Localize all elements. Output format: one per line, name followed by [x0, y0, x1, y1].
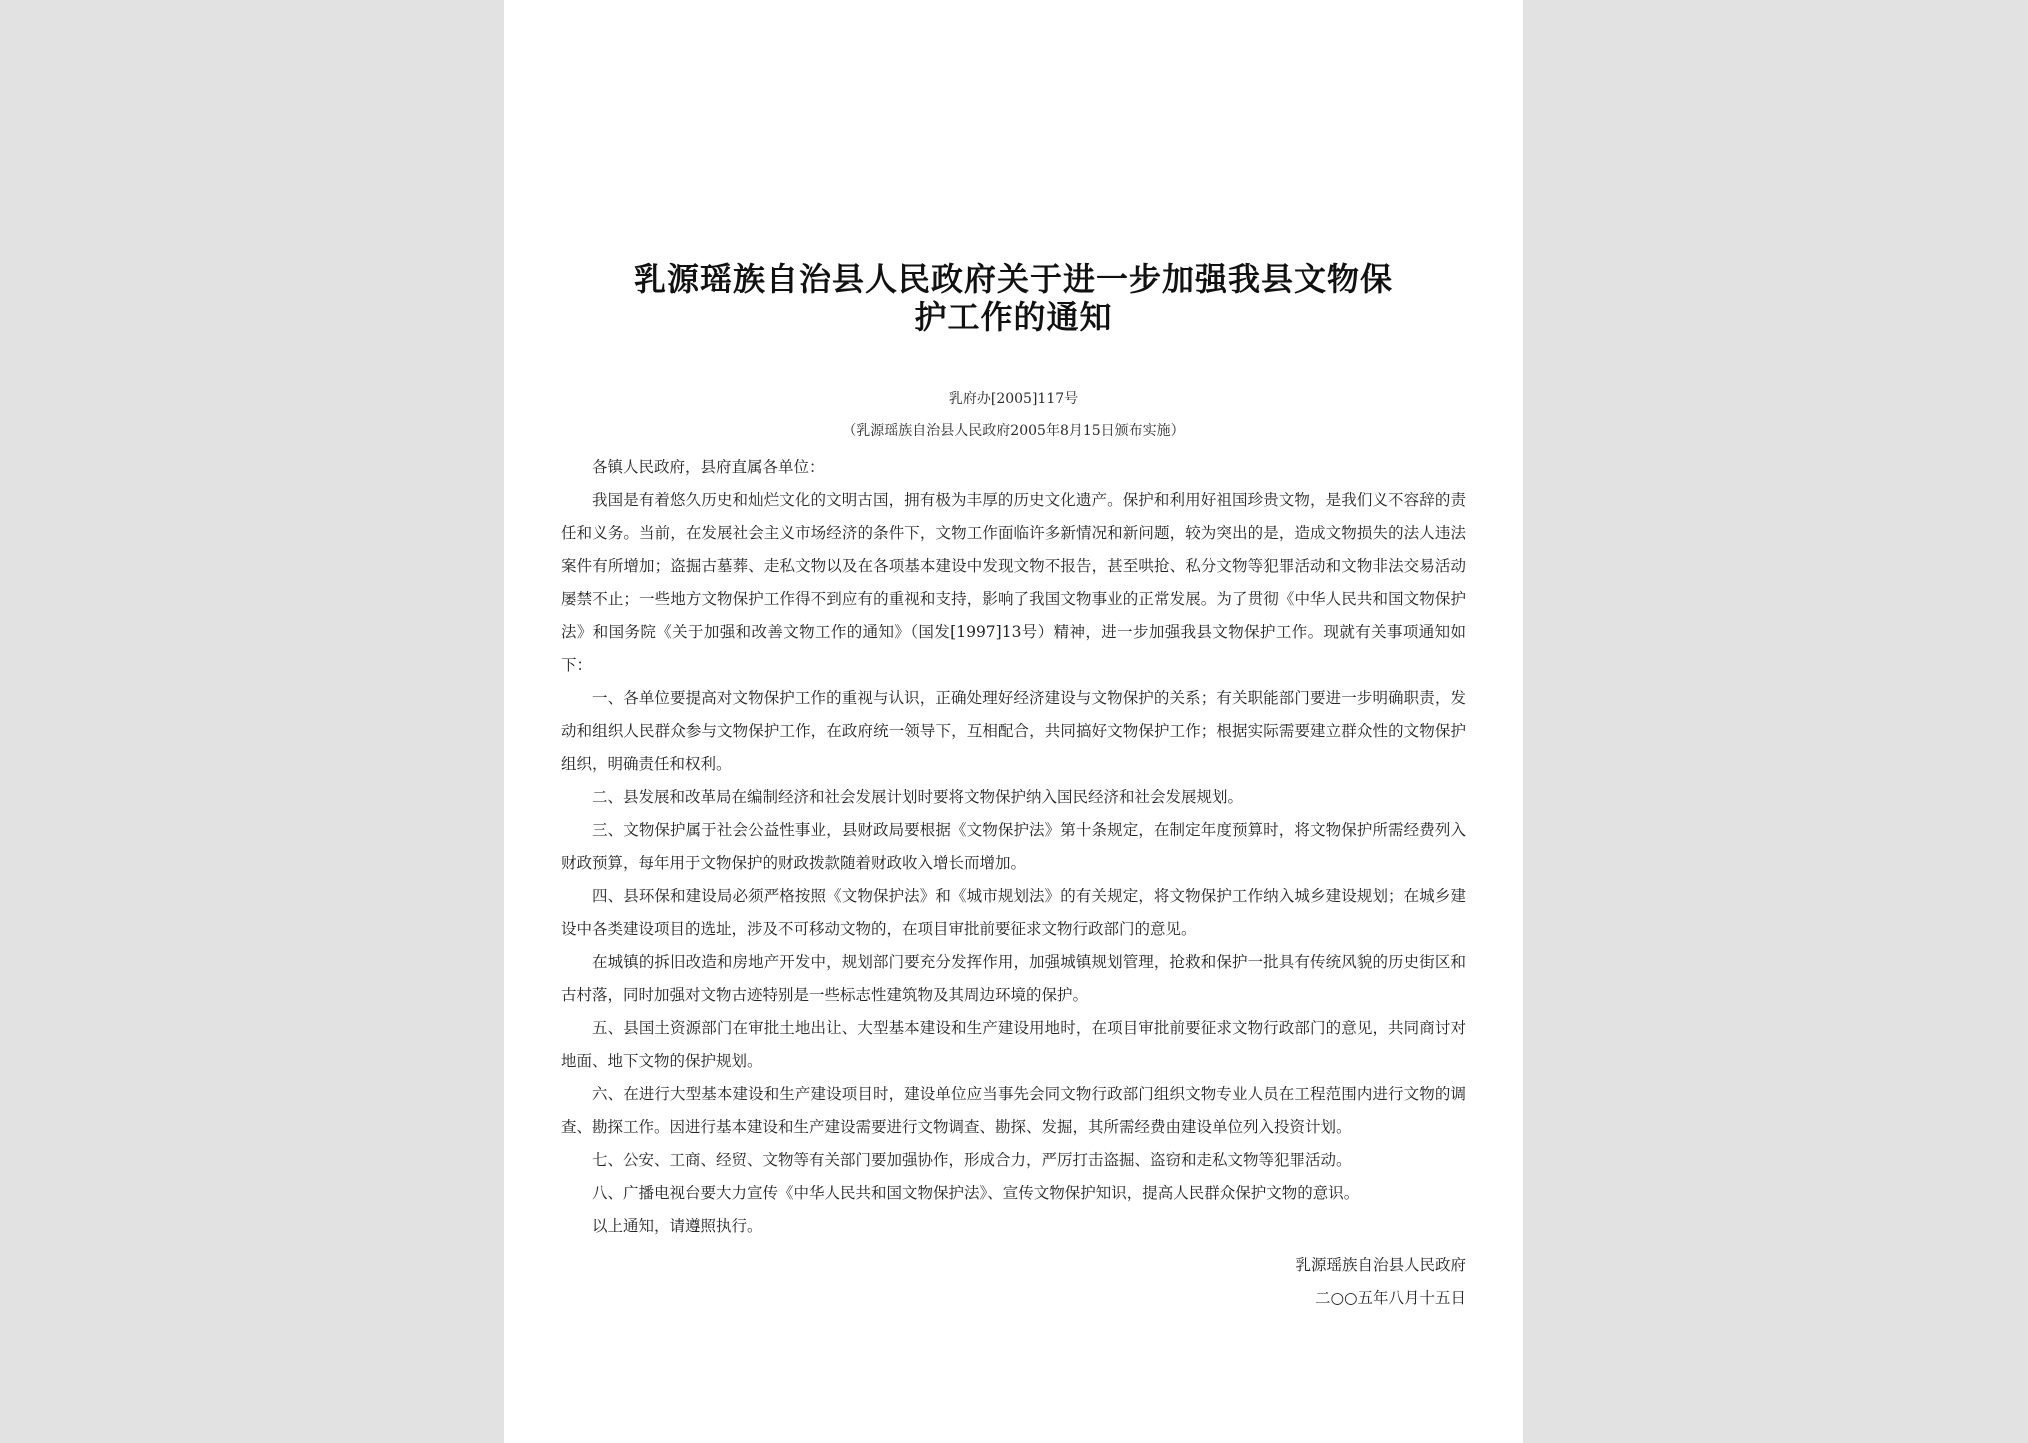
document-title — [561, 260, 1466, 336]
paragraph-item-8: 八、广播电视台要大力宣传《中华人民共和国文物保护法》、宣传文物保护知识，提高人民群众保护文物的意识。 — [592, 1184, 1360, 1202]
document-number: 乳府办[2005]117号 — [948, 391, 1079, 407]
paragraph-item-6: 六、在进行大型基本建设和生产建设项目时，建设单位应当事先会同文物行政部门组织文物专业人员在工程范围内进行文物的调查、勘探工作。因进行基本建设和生产建设需要进行文物调查、勘探、发掘，其所需经费由建设单位列入投资计划。 — [561, 1085, 1466, 1136]
salutation: 各镇人民政府，县府直属各单位： — [592, 458, 825, 476]
document-page — [504, 0, 1523, 1443]
issued-note: （乳源瑶族自治县人民政府2005年8月15日颁布实施） — [842, 423, 1185, 439]
paragraph-item-5: 五、县国土资源部门在审批土地出让、大型基本建设和生产建设用地时，在项目审批前要征求文物行政部门的意见，共同商讨对地面、地下文物的保护规划。 — [561, 1019, 1466, 1070]
paragraph-item-4: 四、县环保和建设局必须严格按照《文物保护法》和《城市规划法》的有关规定，将文物保护工作纳入城乡建设规划；在城乡建设中各类建设项目的选址，涉及不可移动文物的，在项目审批前要征求文物行政部门的意见。 — [561, 887, 1466, 938]
signature-issuer: 乳源瑶族自治县人民政府 — [1295, 1256, 1466, 1274]
document-content — [561, 0, 1466, 1315]
paragraph-item-2: 二、县发展和改革局在编制经济和社会发展计划时要将文物保护纳入国民经济和社会发展规划。 — [592, 788, 1244, 806]
title-line-2: 护工作的通知 — [914, 298, 1113, 336]
paragraph-intro: 我国是有着悠久历史和灿烂文化的文明古国，拥有极为丰厚的历史文化遗产。保护和利用好祖国珍贵文物，是我们义不容辞的责任和义务。当前，在发展社会主义市场经济的条件下，文物工作面临许多新情况和新问题，较为突出的是，造成文物损失的法人违法案件有所增加；盗掘古墓葬、走私文物以及在各项基本建设中发现文物不报告，甚至哄抢、私分文物等犯罪活动和文物非法交易活动屡禁不止；一些地方文物保护工作得不到应有的重视和支持，影响了我国文物事业的正常发展。为了贯彻《中华人民共和国文物保护法》和国务院《关于加强和改善文物工作的通知》（国发[1997]13号）精神，进一步加强我县文物保护工作。现就有关事项通知如下： — [561, 491, 1466, 674]
title-line-1: 乳源瑶族自治县人民政府关于进一步加强我县文物保 — [633, 260, 1393, 298]
signature-date: 二○○五年八月十五日 — [1314, 1289, 1466, 1307]
paragraph-item-3: 三、文物保护属于社会公益性事业，县财政局要根据《文物保护法》第十条规定，在制定年度预算时，将文物保护所需经费列入财政预算，每年用于文物保护的财政拨款随着财政收入增长而增加。 — [561, 821, 1466, 872]
document-body — [561, 451, 1466, 1243]
paragraph-item-1: 一、各单位要提高对文物保护工作的重视与认识，正确处理好经济建设与文物保护的关系；有关职能部门要进一步明确职责，发动和组织人民群众参与文物保护工作，在政府统一领导下，互相配合，共同搞好文物保护工作；根据实际需要建立群众性的文物保护组织，明确责任和权利。 — [561, 689, 1466, 773]
signature-block — [561, 1249, 1466, 1315]
paragraph-item-7: 七、公安、工商、经贸、文物等有关部门要加强协作，形成合力，严厉打击盗掘、盗窃和走私文物等犯罪活动。 — [592, 1151, 1352, 1169]
closing-line: 以上通知，请遵照执行。 — [592, 1217, 763, 1235]
paragraph-item-4-continued: 在城镇的拆旧改造和房地产开发中，规划部门要充分发挥作用，加强城镇规划管理，抢救和保护一批具有传统风貌的历史街区和古村落，同时加强对文物古迹特别是一些标志性建筑物及其周边环境的保护。 — [561, 953, 1466, 1004]
